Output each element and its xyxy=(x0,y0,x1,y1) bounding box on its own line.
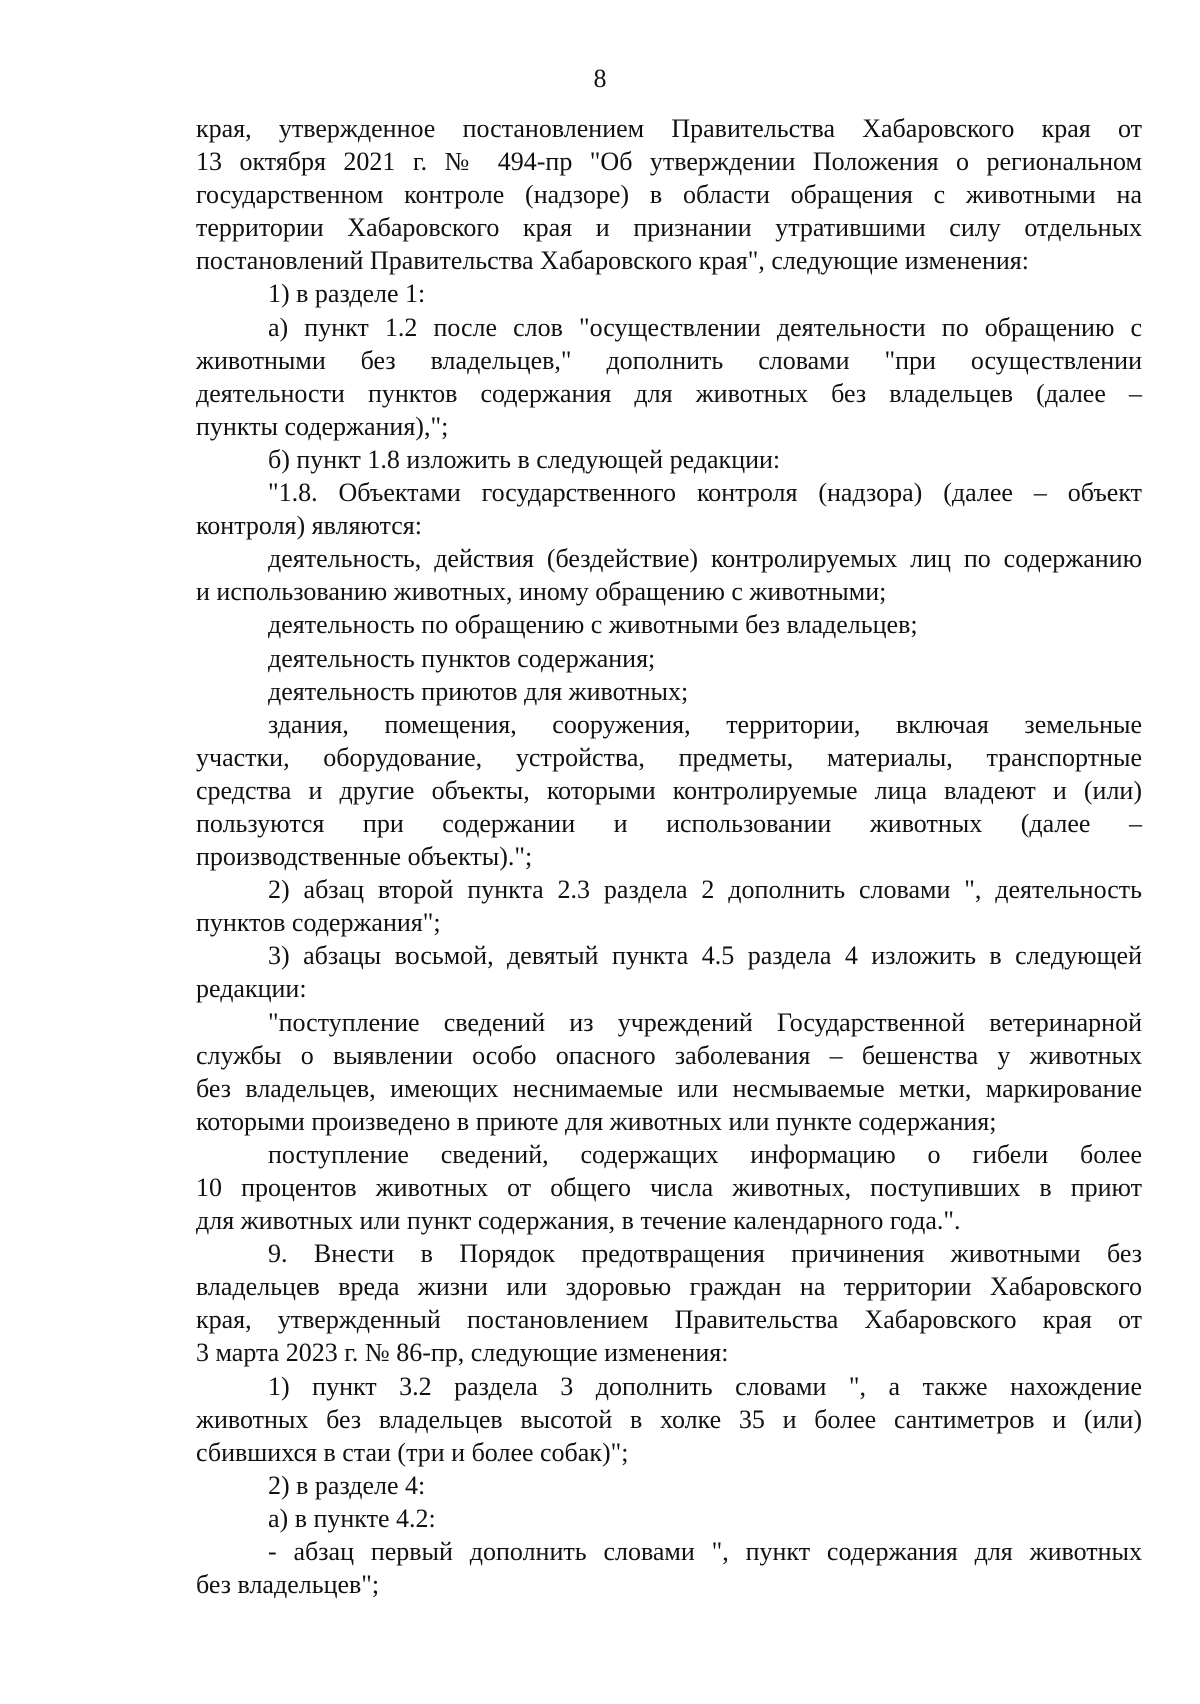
text-line: редакции: xyxy=(196,974,307,1004)
text-line: края, утвержденный постановлением Правительства Хабаровского края от xyxy=(196,1305,1142,1335)
text-line: и использованию животных, иному обращению с животными; xyxy=(196,577,887,607)
text-line: производственные объекты)."; xyxy=(196,842,533,872)
text-line: пункты содержания),"; xyxy=(196,411,449,441)
text-line: пользуются при содержании и использовании животных (далее – xyxy=(196,808,1142,838)
text-line: животными без владельцев," дополнить словами "при осуществлении xyxy=(196,345,1142,375)
text-line: постановлений Правительства Хабаровского края", следующие изменения: xyxy=(196,246,1029,276)
text-line: пунктов содержания"; xyxy=(196,908,441,938)
text-line: деятельность приютов для животных; xyxy=(268,676,689,706)
text-line: 2) абзац второй пункта 2.3 раздела 2 дополнить словами ", деятельность xyxy=(268,875,1142,905)
text-line: 2) в разделе 4: xyxy=(268,1470,426,1500)
text-line: "поступление сведений из учреждений Государственной ветеринарной xyxy=(268,1007,1142,1037)
text-line: а) в пункте 4.2: xyxy=(268,1503,436,1533)
text-line: деятельности пунктов содержания для животных без владельцев (далее – xyxy=(196,378,1142,408)
text-line: службы о выявлении особо опасного заболевания – бешенства у животных xyxy=(196,1040,1142,1070)
text-line: сбившихся в стаи (три и более собак)"; xyxy=(196,1437,629,1467)
text-line: без владельцев"; xyxy=(196,1570,380,1600)
text-line: 1) в разделе 1: xyxy=(268,279,426,309)
text-line: 9. Внести в Порядок предотвращения причинения животными без xyxy=(268,1239,1142,1269)
text-line: 3 марта 2023 г. № 86-пр, следующие изменения: xyxy=(196,1338,729,1368)
text-line: 3) абзацы восьмой, девятый пункта 4.5 раздела 4 изложить в следующей xyxy=(268,941,1142,971)
text-line: территории Хабаровского края и признании утратившими силу отдельных xyxy=(196,213,1142,243)
text-line: 1) пункт 3.2 раздела 3 дополнить словами ", а также нахождение xyxy=(268,1371,1142,1401)
text-line: "1.8. Объектами государственного контроля (надзора) (далее – объект xyxy=(268,478,1142,508)
text-line: 10 процентов животных от общего числа животных, поступивших в приют xyxy=(196,1173,1142,1202)
text-line: без владельцев, имеющих неснимаемые или несмываемые метки, маркирование xyxy=(196,1073,1142,1103)
page-number: 8 xyxy=(593,64,607,93)
text-line: для животных или пункт содержания, в течение календарного года.". xyxy=(196,1206,961,1236)
text-line: государственном контроле (надзоре) в области обращения с животными на xyxy=(196,180,1142,210)
text-line: контроля) являются: xyxy=(196,511,422,541)
text-line: деятельность пунктов содержания; xyxy=(268,643,656,673)
text-line: здания, помещения, сооружения, территории, включая земельные xyxy=(268,709,1142,739)
text-line: животных без владельцев высотой в холке 35 и более сантиметров и (или) xyxy=(196,1404,1142,1434)
text-line: деятельность, действия (бездействие) контролируемых лиц по содержанию xyxy=(268,544,1142,574)
text-line: б) пункт 1.8 изложить в следующей редакции: xyxy=(268,444,781,474)
text-line: поступление сведений, содержащих информацию о гибели более xyxy=(268,1139,1142,1169)
text-line: края, утвержденное постановлением Правительства Хабаровского края от xyxy=(196,114,1142,143)
document-body xyxy=(196,112,1142,1601)
text-line: участки, оборудование, устройства, предметы, материалы, транспортные xyxy=(196,742,1142,772)
text-line: а) пункт 1.2 после слов "осуществлении деятельности по обращению с xyxy=(268,312,1142,342)
text-line: деятельность по обращению с животными без владельцев; xyxy=(268,610,918,640)
text-line: 13 октября 2021 г. № 494-пр "Об утверждении Положения о региональном xyxy=(196,147,1142,177)
text-line: - абзац первый дополнить словами ", пункт содержания для животных xyxy=(268,1537,1142,1567)
text-line: средства и другие объекты, которыми контролируемые лица владеют и (или) xyxy=(196,775,1142,805)
text-line: которыми произведено в приюте для животных или пункте содержания; xyxy=(196,1106,997,1136)
text-line: владельцев вреда жизни или здоровью граждан на территории Хабаровского xyxy=(196,1272,1142,1302)
